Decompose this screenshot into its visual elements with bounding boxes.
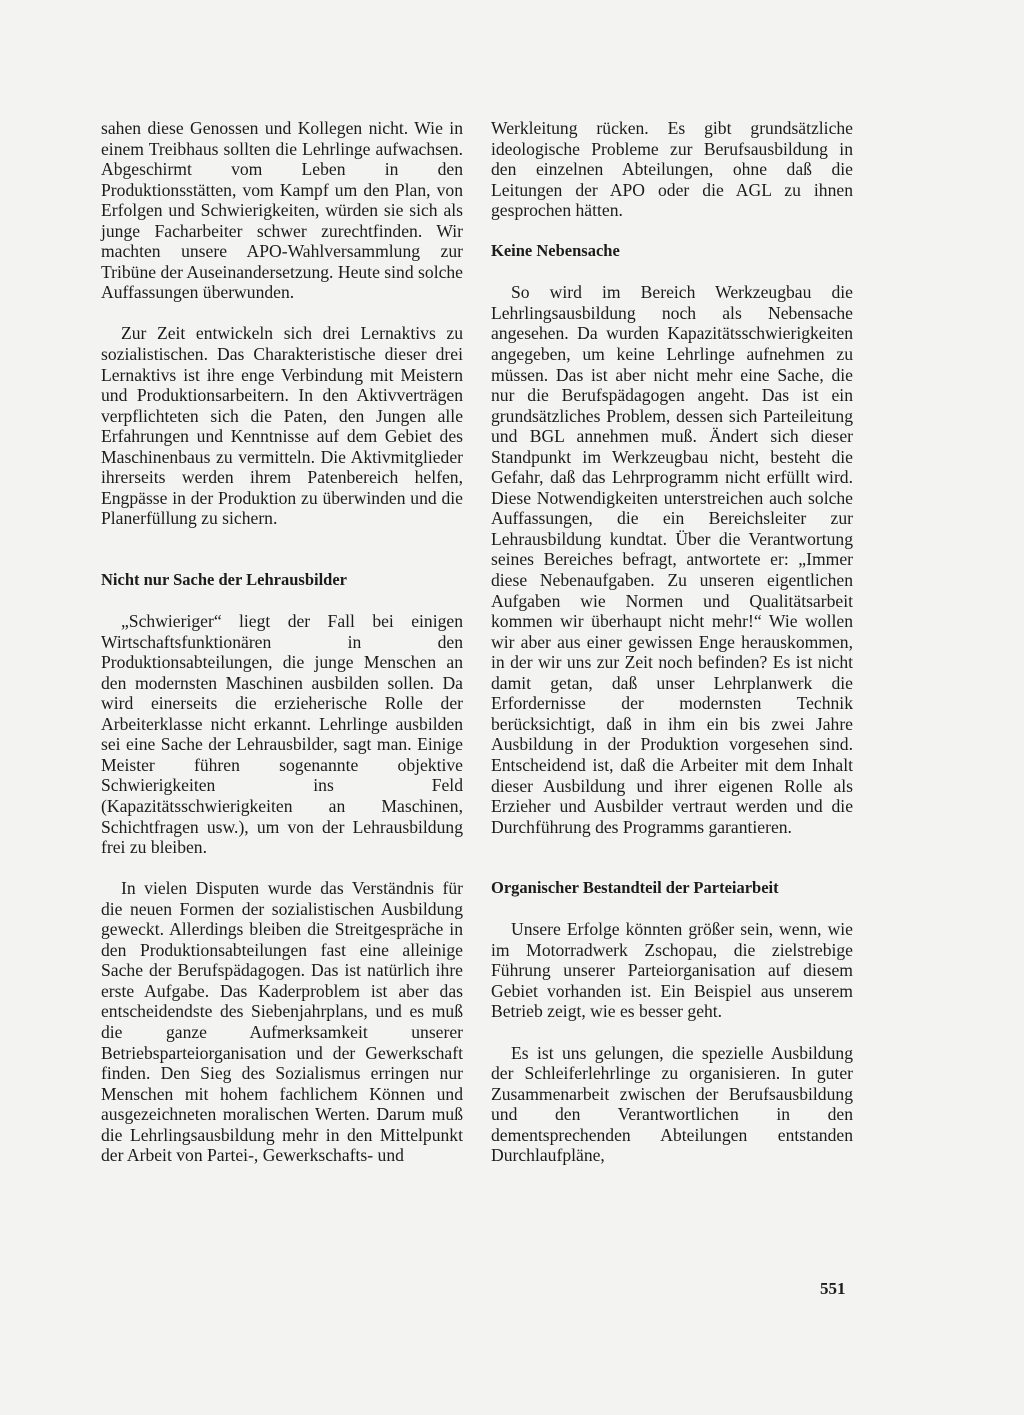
- paragraph: Es ist uns gelungen, die spezielle Ausbildung der Schleiferlehrlinge zu organisieren. In guter Zusammenarbeit zwischen der Berufsausbildung und den Verantwortlichen in den dementsprechenden Abteilungen entstanden Durchlaufpläne,: [491, 1042, 853, 1166]
- paragraph: Unsere Erfolge könnten größer sein, wenn, wie im Motorradwerk Zschopau, die zielstrebige Führung unserer Parteiorganisation auf diesem Gebiet vorhanden ist. Ein Beispiel aus unserem Betrieb zeigt, wie es besser geht.: [491, 919, 853, 1022]
- paragraph: Zur Zeit entwickeln sich drei Lernaktivs zu sozialistischen. Das Charakteristische dieser drei Lernaktivs ist ihre enge Verbindung mit Meistern und Produktionsarbeitern. In den Aktivverträgen verpflichteten sich die Paten, den Jungen alle Erfahrungen und Kenntnisse auf dem Gebiet des Maschinenbaus zu vermitteln. Die Aktivmitglieder ihrerseits werden ihrem Patenbereich helfen, Engpässe in der Produktion zu überwinden und die Planerfüllung zu sichern.: [101, 323, 463, 529]
- paragraph: sahen diese Genossen und Kollegen nicht. Wie in einem Treibhaus sollten die Lehrlinge aufwachsen. Abgeschirmt vom Leben in den Produktionsstätten, vom Kampf um den Plan, von Erfolgen und Schwierigkeiten, würden sie sich als junge Facharbeiter schwer zurechtfinden. Wir machten unsere APO-Wahlversammlung zur Tribüne der Auseinandersetzung. Heute sind solche Auffassungen überwunden.: [101, 118, 463, 303]
- paragraph: „Schwieriger“ liegt der Fall bei einigen Wirtschaftsfunktionären in den Produktionsabteilungen, die junge Menschen an den modernsten Maschinen ausbilden sollen. Da wird einerseits die erzieherische Rolle der Arbeiterklasse nicht erkannt. Lehrlinge ausbilden sei eine Sache der Lehrausbilder, sagt man. Einige Meister führen sogenannte objektive Schwierigkeiten ins Feld (Kapazitätsschwierigkeiten an Maschinen, Schichtfragen usw.), um von der Lehrausbildung frei zu bleiben.: [101, 611, 463, 858]
- paragraph: Werkleitung rücken. Es gibt grundsätzliche ideologische Probleme zur Berufsausbildung in den einzelnen Abteilungen, ohne daß die Leitungen der APO oder die AGL zu ihnen gesprochen hätten.: [491, 118, 853, 221]
- paragraph: In vielen Disputen wurde das Verständnis für die neuen Formen der sozialistischen Ausbildung geweckt. Allerdings bleiben die Streitgespräche in den Produktionsabteilungen fast eine alleinige Sache der Berufspädagogen. Das ist natürlich ihre erste Aufgabe. Das Kaderproblem ist aber das entscheidendste des Siebenjahrplans, und es muß die ganze Aufmerksamkeit unserer Betriebsparteiorganisation und der Gewerkschaft finden. Den Sieg des Sozialismus erringen nur Menschen mit hohem fachlichem Können und ausgezeichneten moralischen Werten. Darum muß die Lehrlingsausbildung mehr in den Mittelpunkt der Arbeit von Partei-, Gewerkschafts- und: [101, 878, 463, 1166]
- section-heading: Organischer Bestandteil der Parteiarbeit: [491, 878, 779, 898]
- section-heading: Nicht nur Sache der Lehrausbilder: [101, 569, 347, 589]
- paragraph: So wird im Bereich Werkzeugbau die Lehrlingsausbildung noch als Nebensache angesehen. Da wurden Kapazitätsschwierigkeiten angegeben, um keine Lehrlinge aufnehmen zu müssen. Das ist aber nicht mehr eine Sache, die nur die Berufspädagogen angeht. Das ist ein grundsätzliches Problem, dessen sich Parteileitung und BGL annehmen muß. Ändert sich dieser Standpunkt im Werkzeugbau nicht, besteht die Gefahr, daß das Lehrprogramm nicht erfüllt wird. Diese Notwendigkeiten unterstreichen auch solche Auffassungen, die ein Bereichsleiter zur Lehrausbildung kundtat. Über die Verantwortung seines Bereiches befragt, antwortete er: „Immer diese Nebenaufgaben. Zu unseren eigentlichen Aufgaben wie Normen und Qualitätsarbeit kommen wir überhaupt nicht mehr!“ Wie wollen wir aber aus einer gewissen Enge herauskommen, in der wir uns zur Zeit noch befinden? Es ist nicht damit getan, daß unser Lehrplanwerk die Erfordernisse der modernsten Technik berücksichtigt, daß in ihm ein bis zwei Jahre Ausbildung in der Produktion vorgesehen sind. Entscheidend ist, daß die Arbeiter mit dem Inhalt dieser Ausbildung und ihrer eigenen Rolle als Erzieher und Ausbilder vertraut werden und die Durchführung des Programms garantieren.: [491, 282, 853, 837]
- left-column: [101, 118, 463, 1186]
- section-heading: Keine Nebensache: [491, 241, 620, 261]
- page-number: 551: [820, 1279, 846, 1298]
- right-column: [491, 118, 853, 1186]
